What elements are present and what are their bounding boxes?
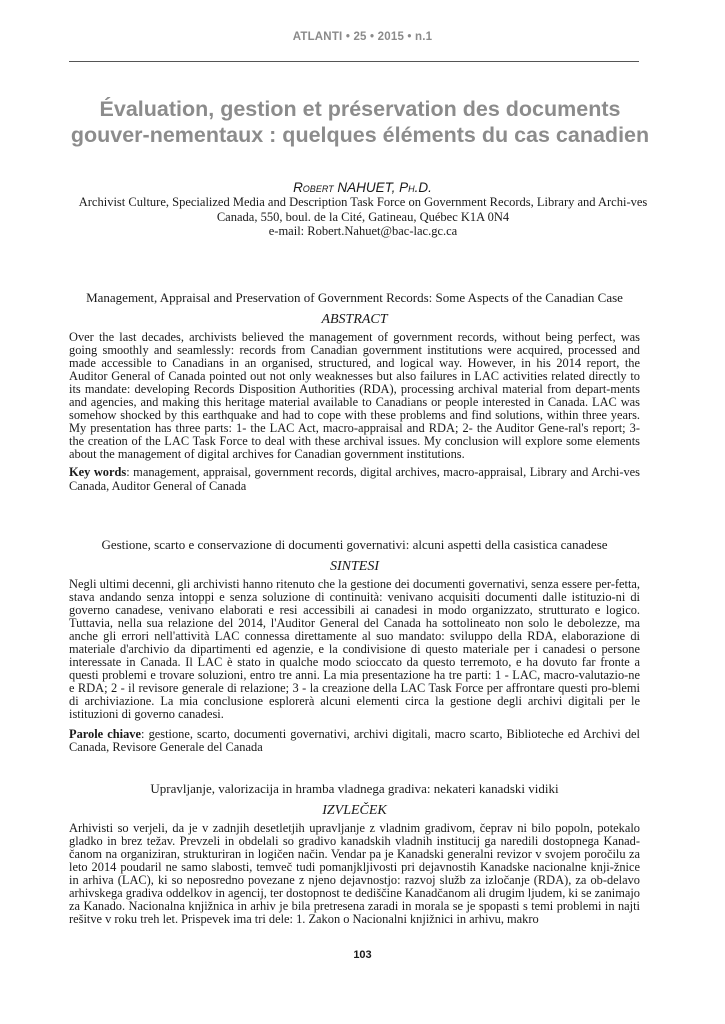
affiliation-address: Archivist Culture, Specialized Media and Description Task Force on Government Records, Library and Archi-ves Canada, 550, boul. de la Cité, Gatineau, Québec K1A 0N4 xyxy=(78,195,648,224)
italian-keywords xyxy=(69,728,640,754)
page-number: 103 xyxy=(353,949,372,961)
keywords-label: Key words xyxy=(69,465,127,480)
header-rule xyxy=(69,61,639,62)
slovenian-title: Upravljanje, valorizacija in hramba vladnega gradiva: nekateri kanadski vidiki xyxy=(150,781,559,796)
running-head: ATLANTI • 25 • 2015 • n.1 xyxy=(292,31,433,43)
izvlecek-body: Arhivisti so verjeli, da je v zadnjih desetletjih upravljanje z vladnim gradivom, čeprav ni bilo popoln, potekalo gladko in brez težav. Prevzeli in obdelali so gradivo kanadskih vladnih institucij ga naredili dostopnega Kanad-čanom na organiziran, strukturiran in logičen način. Vendar pa je Kanadski generalni revizor v svojem poročilu za leto 2014 poudaril ne samo slabosti, temveč tudi pomanjkljivosti pri dejavnostih Kanadske nacionalne knji-žnice in arhiva (LAC), ki so neposredno povezane z njeno dejavnostjo: razvoj služb za izločanje (RDA), za ob-delavo arhivskega gradiva oddelkov in agencij, ter dostopnost te dediščine Kanadčanom ali drugim ljudem, ki se zanimajo za Kanado. Nacionalna knjižnica in arhiv je bila pretresena zaradi in morala se je spopasti s temi problemi in najti rešitve v roku treh let. Prispevek ima tri dele: 1. Zakon o Nacionalni knjižnici in arhivu, makro xyxy=(69,820,640,927)
izvlecek-heading: IZVLEČEK xyxy=(322,802,387,818)
author-name-text: Robert NAHUET, Ph.D. xyxy=(293,180,432,195)
keywords-text: : management, appraisal, government records, digital archives, macro-appraisal, Library and Archi-ves Canada, Auditor General of Canada xyxy=(69,465,640,493)
author-name xyxy=(0,180,725,195)
english-keywords xyxy=(69,466,640,492)
affiliation-email: e-mail: Robert.Nahuet@bac-lac.gc.ca xyxy=(268,224,458,238)
author-affiliation xyxy=(66,195,660,239)
parole-chiave-label: Parole chiave xyxy=(69,726,142,741)
abstract-body: Over the last decades, archivists believed the management of government records, without being perfect, was going smoothly and seamlessly: records from Canadian government institutions were acquired, processed and made accessible to Canadians in an organised, structured, and logical way. However, in his 2014 report, the Auditor General of Canada pointed out not only weaknesses but also failures in LAC activities related directly to its mandate: developing Records Disposition Authorities (RDA), processing archival material from depart-ments and agencies, and making this heritage material available to Canadians or people interested in Canada. LAC was somehow shocked by this earthquake and had to cope with these problems and find solutions, within three years. My presentation has three parts: 1- the LAC Act, macro-appraisal and RDA; 2- the Auditor Gene-ral's report; 3- the creation of the LAC Task Force to deal with these archival issues. My conclusion will explore some elements about the management of digital archives for Canadian government institutions. xyxy=(69,329,640,462)
slovenian-section xyxy=(69,782,640,926)
italian-section xyxy=(69,538,640,754)
english-title: Management, Appraisal and Preservation of Government Records: Some Aspects of the Canadian Case xyxy=(86,290,623,305)
sintesi-heading: SINTESI xyxy=(330,558,379,574)
english-section xyxy=(69,291,640,493)
abstract-heading: ABSTRACT xyxy=(321,311,388,327)
sintesi-body: Negli ultimi decenni, gli archivisti hanno ritenuto che la gestione dei documenti governativi, senza essere per-fetta, stava andando senza intoppi e senza soluzione di continuità: venivano acquisiti documenti dalle istituzio-ni di governo canadese, venivano elaborati e resi accessibili ai canadesi in modo organizzato, strutturato e logico. Tuttavia, nella sua relazione del 2014, l'Auditor General del Canada ha sottolineato non solo le debolezze, ma anche gli errori nell'attività LAC connessa direttamente al suo mandato: sviluppo della RDA, elaborazione di materiale d'archivio da dipartimenti ed agenzie, e la condivisione di questo materiale per i canadesi o persone interessate in Canada. Il LAC è stato in qualche modo scioccato da questo terremoto, e ha dovuto far fronte a questi problemi e trovare soluzioni, entro tre anni. La mia presentazione ha tre parti: 1 - LAC, macro-valutazio-ne e RDA; 2 - il revisore generale di relazione; 3 - la creazione della LAC Task Force per affrontare questi pro-blemi di archiviazione. La mia conclusione esplorerà alcuni elementi circa la gestione degli archivi digitali per le istituzioni di governo canadesi. xyxy=(69,576,640,722)
article-title: Évaluation, gestion et préservation des documents gouver-nementaux : quelques éléments du cas canadien xyxy=(70,97,650,147)
italian-title: Gestione, scarto e conservazione di documenti governativi: alcuni aspetti della casistica canadese xyxy=(101,537,608,552)
parole-chiave-text: : gestione, scarto, documenti governativi, archivi digitali, macro scarto, Biblioteche ed Archivi del Canada, Revisore Generale del Canada xyxy=(69,726,640,754)
